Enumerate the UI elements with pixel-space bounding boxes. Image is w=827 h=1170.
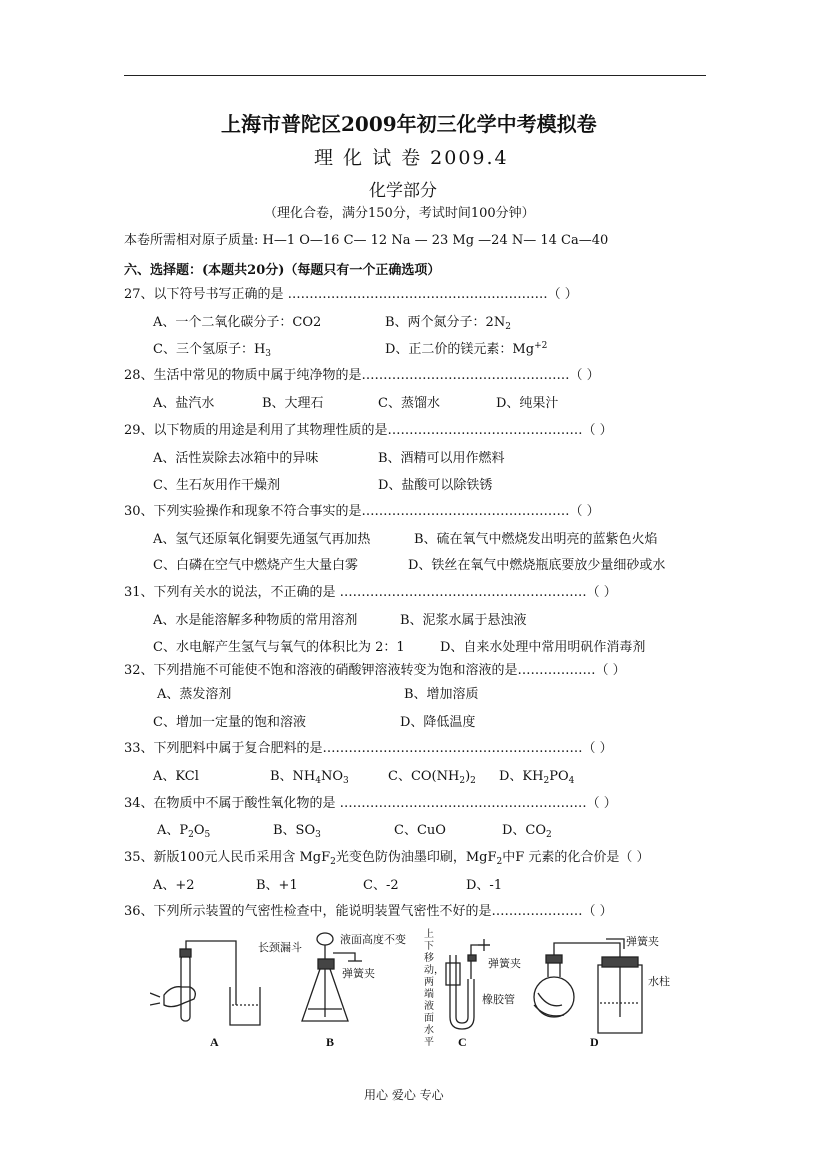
question-27-option-d: D、正二价的镁元素：$Mg^{+2}$: [385, 341, 548, 357]
question-28-option-d: D、纯果汁: [496, 396, 559, 411]
exam-title: 上海市普陀区2009年初三化学中考模拟卷: [221, 112, 597, 136]
exam-subtitle: 理 化 试 卷 2009.4: [314, 147, 509, 169]
question-29-option-a: A、活性炭除去冰箱中的异味: [153, 451, 319, 466]
question-34-option-d: D、$CO_2$: [502, 823, 552, 840]
clamp-d-label: 弹簧夹: [626, 935, 659, 948]
question-27-option-b: B、两个氮分子：$2N_2$: [385, 315, 511, 332]
question-32-stem: 32、下列措施不可能使不饱和溶液的硝酸钾溶液转变为饱和溶液的是………………（ ）: [124, 663, 626, 678]
question-31-option-b: B、泥浆水属于悬浊液: [400, 613, 527, 628]
move-label: 上下移动，两端液面水平: [424, 929, 444, 1048]
clamp-b-label: 弹簧夹: [342, 967, 375, 980]
question-29-option-c: C、生石灰用作干燥剂: [153, 478, 280, 493]
question-27-option-a: A、一个二氧化碳分子：CO2: [153, 315, 322, 330]
question-35-option-b: B、+1: [256, 878, 298, 893]
question-33-stem: 33、下列肥料中属于复合肥料的是……………………………………………………（ ）: [124, 741, 613, 756]
caption-a: A: [210, 1035, 219, 1049]
question-28-stem: 28、生活中常见的物质中属于纯净物的是…………………………………………（ ）: [124, 368, 600, 383]
apparatus-drawing: [150, 925, 680, 1055]
rubber-tube-label: 橡胶管: [482, 993, 515, 1006]
clamp-c-label: 弹簧夹: [488, 957, 521, 970]
question-30-stem: 30、下列实验操作和现象不符合事实的是…………………………………………（ ）: [124, 504, 600, 519]
level-label: 液面高度不变: [340, 933, 406, 946]
question-35-option-c: C、-2: [363, 878, 399, 893]
question-30-option-b: B、硫在氧气中燃烧发出明亮的蓝紫色火焰: [414, 532, 658, 547]
question-31-option-a: A、水是能溶解多种物质的常用溶剂: [153, 613, 358, 628]
question-35-option-d: D、-1: [466, 878, 503, 893]
question-33-option-b: B、$NH_4NO_3$: [270, 769, 349, 786]
question-31-option-d: D、自来水处理中常用明矾作消毒剂: [440, 640, 646, 655]
question-31-option-c: C、水电解产生氢气与氧气的体积比为 2：1: [153, 640, 405, 655]
question-35-stem: 35、新版100元人民币采用含 MgF$_2$光变色防伪油墨印刷，MgF$_2$中F 元素的化合价是（ ）: [124, 850, 650, 867]
question-33-option-a: A、KCl: [153, 769, 199, 784]
question-28-option-b: B、大理石: [262, 396, 324, 411]
caption-c: C: [458, 1035, 467, 1049]
water-column-label: 水柱: [648, 975, 670, 988]
question-30-option-a: A、氢气还原氧化铜要先通氢气再加热: [153, 532, 371, 547]
question-33-option-d: D、$KH_2PO_4$: [499, 769, 575, 786]
question-32-option-c: C、增加一定量的饱和溶液: [153, 715, 306, 730]
caption-d: D: [590, 1035, 599, 1049]
question-31-stem: 31、下列有关水的说法，不正确的是 …………………………………………………（ ）: [124, 585, 617, 600]
question-32-option-d: D、降低温度: [400, 715, 476, 730]
atomic-masses: 本卷所需相对原子质量: H—1 O—16 C— 12 Na — 23 Mg —24 N— 14 Ca—40: [124, 233, 609, 248]
apparatus-a: [150, 941, 260, 1025]
funnel-label: 长颈漏斗: [258, 941, 302, 954]
question-34-stem: 34、在物质中不属于酸性氧化物的是 …………………………………………………（ ）: [124, 796, 617, 811]
question-29-option-d: D、盐酸可以除铁锈: [378, 478, 493, 493]
apparatus-c: [446, 939, 490, 1029]
page-footer: 用心 爱心 专心: [364, 1088, 444, 1102]
part-title: 化学部分: [369, 181, 437, 201]
question-30-option-c: C、白磷在空气中燃烧产生大量白雾: [153, 558, 358, 573]
section-heading: 六、选择题：(本题共20分)（每题只有一个正确选项）: [124, 263, 441, 278]
question-33-option-c: C、$CO(NH_2)_2$: [388, 769, 476, 786]
question-36-stem: 36、下列所示装置的气密性检查中，能说明装置气密性不好的是…………………（ ）: [124, 904, 613, 919]
question-35-option-a: A、+2: [153, 878, 195, 893]
caption-b: B: [326, 1035, 335, 1049]
question-34-option-a: A、$P_2O_5$: [157, 823, 211, 840]
question-29-stem: 29、以下物质的用途是利用了其物理性质的是………………………………………（ ）: [124, 423, 613, 438]
header-rule: [124, 75, 706, 76]
question-32-option-a: A、蒸发溶剂: [157, 687, 232, 702]
apparatus-figure: [150, 925, 680, 1055]
question-28-option-a: A、盐汽水: [153, 396, 215, 411]
question-28-option-c: C、蒸馏水: [378, 396, 440, 411]
question-29-option-b: B、酒精可以用作燃料: [378, 451, 505, 466]
apparatus-d: [534, 939, 642, 1033]
question-30-option-d: D、铁丝在氧气中燃烧瓶底要放少量细砂或水: [408, 558, 666, 573]
question-32-option-b: B、增加溶质: [404, 687, 479, 702]
question-34-option-b: B、$SO_3$: [273, 823, 321, 840]
question-34-option-c: C、CuO: [394, 823, 446, 838]
exam-note: （理化合卷，满分150分，考试时间100分钟）: [264, 206, 535, 221]
question-27-option-c: C、三个氢原子：$H_3$: [153, 342, 272, 359]
question-27-stem: 27、以下符号书写正确的是 ……………………………………………………（ ）: [124, 287, 578, 302]
